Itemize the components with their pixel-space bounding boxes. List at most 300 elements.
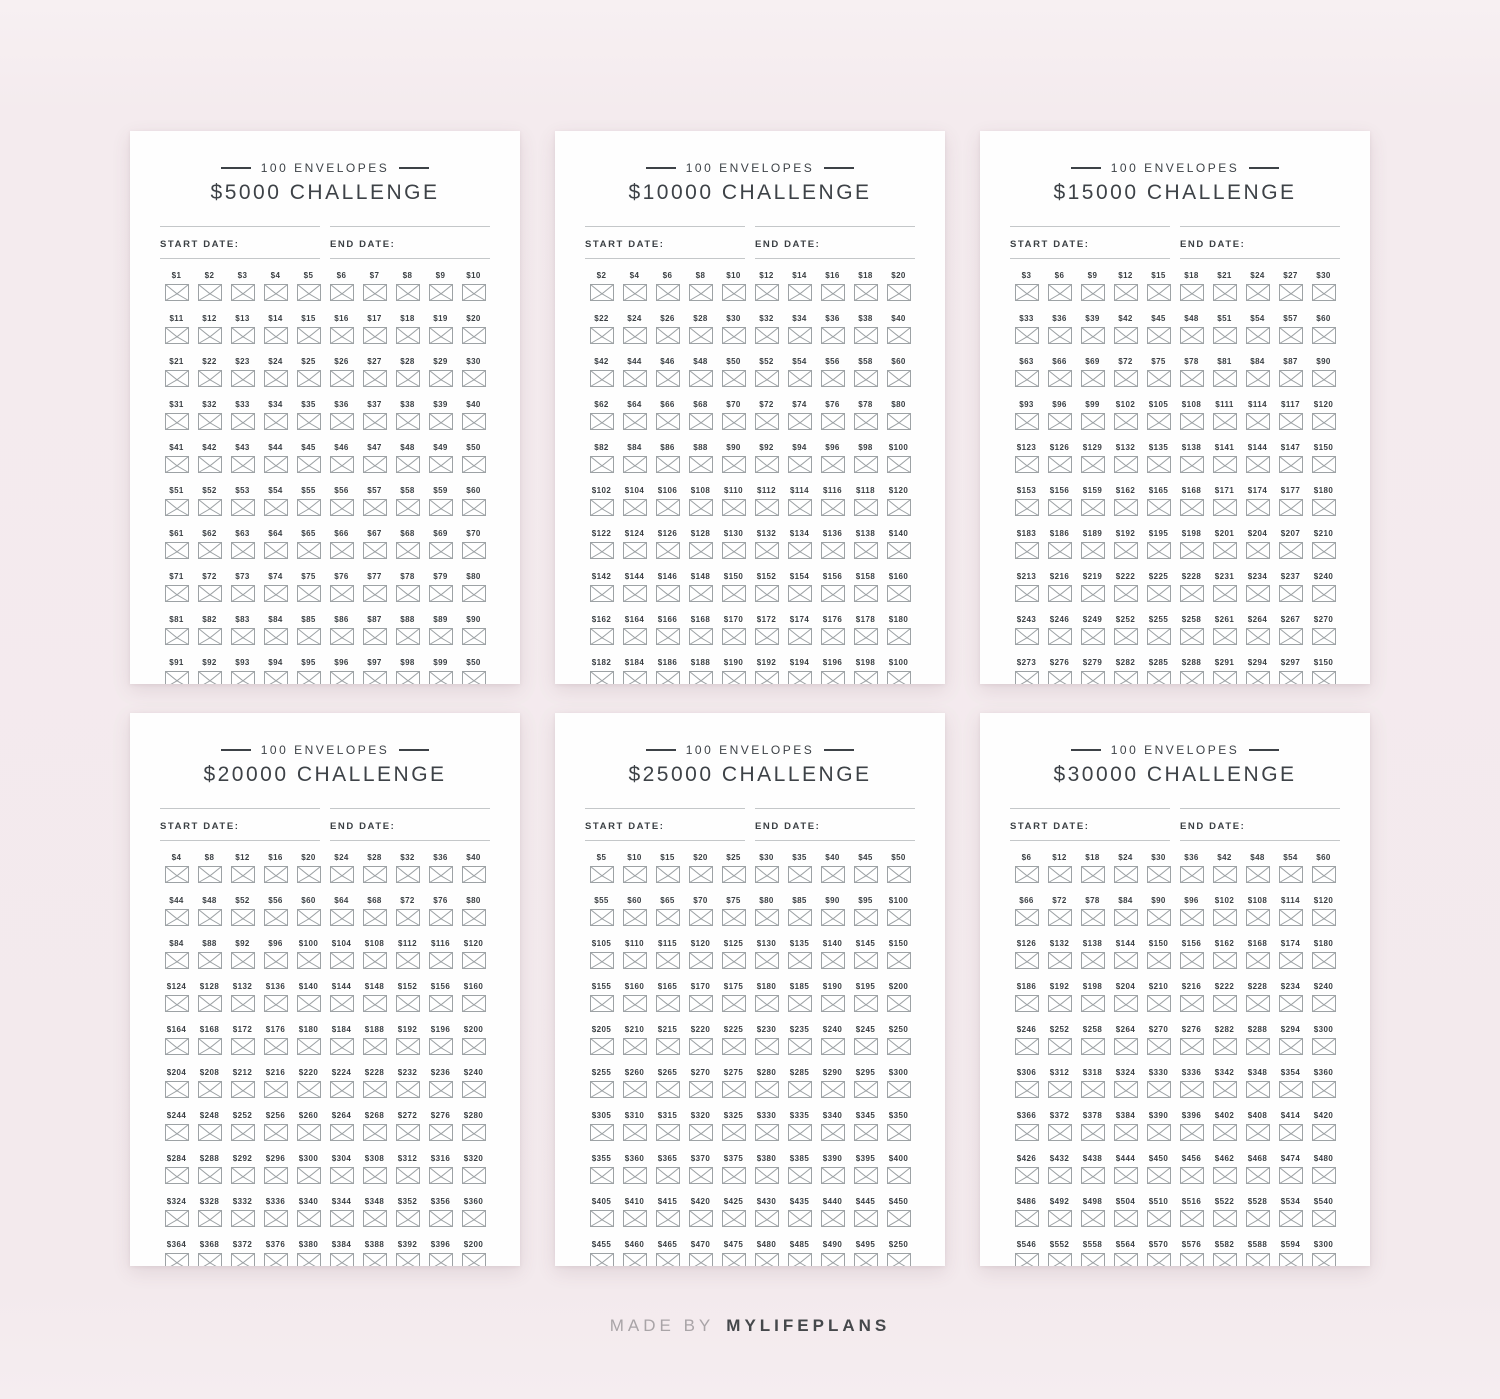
envelope-cell[interactable]	[1010, 896, 1043, 926]
envelope-cell[interactable]	[1076, 271, 1109, 301]
envelope-cell[interactable]	[849, 615, 882, 645]
envelope-cell[interactable]	[1307, 1154, 1340, 1184]
envelope-cell[interactable]	[1175, 896, 1208, 926]
envelope-cell[interactable]	[358, 1111, 391, 1141]
envelope-cell[interactable]	[717, 314, 750, 344]
envelope-cell[interactable]	[1175, 1154, 1208, 1184]
envelope-cell[interactable]	[325, 615, 358, 645]
envelope-cell[interactable]	[816, 271, 849, 301]
envelope-cell[interactable]	[259, 572, 292, 602]
envelope-cell[interactable]	[816, 1154, 849, 1184]
envelope-cell[interactable]	[1043, 271, 1076, 301]
envelope-cell[interactable]	[849, 1068, 882, 1098]
envelope-cell[interactable]	[882, 400, 915, 430]
envelope-cell[interactable]	[816, 982, 849, 1012]
envelope-cell[interactable]	[684, 853, 717, 883]
envelope-cell[interactable]	[684, 443, 717, 473]
envelope-cell[interactable]	[457, 486, 490, 516]
envelope-cell[interactable]	[1076, 615, 1109, 645]
envelope-cell[interactable]	[750, 1025, 783, 1055]
envelope-cell[interactable]	[457, 896, 490, 926]
envelope-cell[interactable]	[882, 853, 915, 883]
envelope-cell[interactable]	[750, 271, 783, 301]
envelope-cell[interactable]	[358, 896, 391, 926]
envelope-cell[interactable]	[651, 486, 684, 516]
envelope-cell[interactable]	[684, 486, 717, 516]
envelope-cell[interactable]	[292, 486, 325, 516]
envelope-cell[interactable]	[651, 443, 684, 473]
envelope-cell[interactable]	[1208, 572, 1241, 602]
envelope-cell[interactable]	[816, 572, 849, 602]
envelope-cell[interactable]	[618, 615, 651, 645]
envelope-cell[interactable]	[391, 357, 424, 387]
envelope-cell[interactable]	[882, 896, 915, 926]
envelope-cell[interactable]	[1274, 572, 1307, 602]
envelope-cell[interactable]	[358, 314, 391, 344]
envelope-cell[interactable]	[750, 853, 783, 883]
envelope-cell[interactable]	[585, 896, 618, 926]
envelope-cell[interactable]	[1175, 615, 1208, 645]
envelope-cell[interactable]	[684, 1197, 717, 1227]
envelope-cell[interactable]	[1043, 1025, 1076, 1055]
envelope-cell[interactable]	[816, 1068, 849, 1098]
envelope-cell[interactable]	[849, 443, 882, 473]
envelope-cell[interactable]	[882, 658, 915, 684]
envelope-cell[interactable]	[292, 939, 325, 969]
envelope-cell[interactable]	[193, 1068, 226, 1098]
envelope-cell[interactable]	[651, 1068, 684, 1098]
envelope-cell[interactable]	[717, 896, 750, 926]
envelope-cell[interactable]	[1307, 939, 1340, 969]
envelope-cell[interactable]	[358, 939, 391, 969]
envelope-cell[interactable]	[160, 853, 193, 883]
envelope-cell[interactable]	[783, 658, 816, 684]
envelope-cell[interactable]	[424, 271, 457, 301]
envelope-cell[interactable]	[1109, 443, 1142, 473]
envelope-cell[interactable]	[1142, 1068, 1175, 1098]
envelope-cell[interactable]	[816, 1240, 849, 1266]
envelope-cell[interactable]	[750, 572, 783, 602]
envelope-cell[interactable]	[193, 271, 226, 301]
envelope-cell[interactable]	[424, 1240, 457, 1266]
envelope-cell[interactable]	[783, 1154, 816, 1184]
envelope-cell[interactable]	[160, 658, 193, 684]
envelope-cell[interactable]	[292, 982, 325, 1012]
envelope-cell[interactable]	[651, 1025, 684, 1055]
envelope-cell[interactable]	[193, 572, 226, 602]
envelope-cell[interactable]	[882, 1154, 915, 1184]
envelope-cell[interactable]	[816, 896, 849, 926]
envelope-cell[interactable]	[391, 939, 424, 969]
envelope-cell[interactable]	[816, 615, 849, 645]
envelope-cell[interactable]	[684, 357, 717, 387]
envelope-cell[interactable]	[1109, 314, 1142, 344]
envelope-cell[interactable]	[618, 658, 651, 684]
envelope-cell[interactable]	[457, 357, 490, 387]
envelope-cell[interactable]	[325, 357, 358, 387]
envelope-cell[interactable]	[292, 1025, 325, 1055]
envelope-cell[interactable]	[717, 1068, 750, 1098]
envelope-cell[interactable]	[259, 1068, 292, 1098]
envelope-cell[interactable]	[1274, 658, 1307, 684]
envelope-cell[interactable]	[750, 615, 783, 645]
envelope-cell[interactable]	[226, 615, 259, 645]
envelope-cell[interactable]	[259, 1154, 292, 1184]
envelope-cell[interactable]	[849, 939, 882, 969]
envelope-cell[interactable]	[1109, 1240, 1142, 1266]
envelope-cell[interactable]	[1307, 1025, 1340, 1055]
envelope-cell[interactable]	[816, 314, 849, 344]
envelope-cell[interactable]	[292, 271, 325, 301]
envelope-cell[interactable]	[849, 529, 882, 559]
envelope-cell[interactable]	[1109, 982, 1142, 1012]
envelope-cell[interactable]	[1043, 896, 1076, 926]
envelope-cell[interactable]	[1208, 271, 1241, 301]
envelope-cell[interactable]	[1175, 1025, 1208, 1055]
envelope-cell[interactable]	[1274, 443, 1307, 473]
envelope-cell[interactable]	[457, 314, 490, 344]
envelope-cell[interactable]	[292, 1240, 325, 1266]
envelope-cell[interactable]	[1307, 314, 1340, 344]
envelope-cell[interactable]	[1109, 1197, 1142, 1227]
envelope-cell[interactable]	[391, 400, 424, 430]
envelope-cell[interactable]	[457, 1197, 490, 1227]
envelope-cell[interactable]	[391, 443, 424, 473]
envelope-cell[interactable]	[1241, 1111, 1274, 1141]
envelope-cell[interactable]	[1142, 939, 1175, 969]
envelope-cell[interactable]	[849, 357, 882, 387]
envelope-cell[interactable]	[358, 853, 391, 883]
envelope-cell[interactable]	[1241, 615, 1274, 645]
envelope-cell[interactable]	[750, 658, 783, 684]
envelope-cell[interactable]	[882, 443, 915, 473]
envelope-cell[interactable]	[1142, 1025, 1175, 1055]
envelope-cell[interactable]	[816, 658, 849, 684]
envelope-cell[interactable]	[292, 896, 325, 926]
envelope-cell[interactable]	[292, 572, 325, 602]
envelope-cell[interactable]	[1010, 615, 1043, 645]
envelope-cell[interactable]	[1109, 658, 1142, 684]
envelope-cell[interactable]	[1175, 1111, 1208, 1141]
envelope-cell[interactable]	[259, 658, 292, 684]
envelope-cell[interactable]	[717, 400, 750, 430]
envelope-cell[interactable]	[1043, 443, 1076, 473]
envelope-cell[interactable]	[391, 486, 424, 516]
envelope-cell[interactable]	[882, 271, 915, 301]
envelope-cell[interactable]	[457, 271, 490, 301]
envelope-cell[interactable]	[783, 529, 816, 559]
envelope-cell[interactable]	[684, 529, 717, 559]
envelope-cell[interactable]	[1076, 982, 1109, 1012]
envelope-cell[interactable]	[193, 1111, 226, 1141]
envelope-cell[interactable]	[717, 1197, 750, 1227]
envelope-cell[interactable]	[585, 853, 618, 883]
envelope-cell[interactable]	[193, 400, 226, 430]
envelope-cell[interactable]	[226, 572, 259, 602]
envelope-cell[interactable]	[160, 1197, 193, 1227]
envelope-cell[interactable]	[1076, 1197, 1109, 1227]
envelope-cell[interactable]	[1043, 529, 1076, 559]
envelope-cell[interactable]	[1274, 1025, 1307, 1055]
envelope-cell[interactable]	[457, 853, 490, 883]
envelope-cell[interactable]	[292, 443, 325, 473]
envelope-cell[interactable]	[585, 572, 618, 602]
envelope-cell[interactable]	[259, 486, 292, 516]
envelope-cell[interactable]	[783, 486, 816, 516]
envelope-cell[interactable]	[585, 982, 618, 1012]
envelope-cell[interactable]	[1274, 1240, 1307, 1266]
envelope-cell[interactable]	[226, 271, 259, 301]
envelope-cell[interactable]	[882, 939, 915, 969]
envelope-cell[interactable]	[193, 314, 226, 344]
envelope-cell[interactable]	[1307, 982, 1340, 1012]
envelope-cell[interactable]	[618, 1111, 651, 1141]
envelope-cell[interactable]	[1076, 357, 1109, 387]
envelope-cell[interactable]	[1241, 572, 1274, 602]
envelope-cell[interactable]	[325, 443, 358, 473]
envelope-cell[interactable]	[259, 1240, 292, 1266]
envelope-cell[interactable]	[292, 400, 325, 430]
envelope-cell[interactable]	[358, 400, 391, 430]
envelope-cell[interactable]	[1043, 314, 1076, 344]
envelope-cell[interactable]	[1109, 529, 1142, 559]
envelope-cell[interactable]	[585, 1068, 618, 1098]
envelope-cell[interactable]	[358, 658, 391, 684]
envelope-cell[interactable]	[849, 572, 882, 602]
envelope-cell[interactable]	[816, 1111, 849, 1141]
envelope-cell[interactable]	[783, 939, 816, 969]
envelope-cell[interactable]	[618, 1197, 651, 1227]
envelope-cell[interactable]	[226, 1068, 259, 1098]
start-date-field[interactable]	[160, 226, 320, 259]
envelope-cell[interactable]	[1076, 1154, 1109, 1184]
envelope-cell[interactable]	[717, 853, 750, 883]
envelope-cell[interactable]	[1208, 357, 1241, 387]
envelope-cell[interactable]	[226, 486, 259, 516]
envelope-cell[interactable]	[1010, 1025, 1043, 1055]
envelope-cell[interactable]	[1307, 658, 1340, 684]
envelope-cell[interactable]	[160, 529, 193, 559]
envelope-cell[interactable]	[160, 1240, 193, 1266]
envelope-cell[interactable]	[193, 982, 226, 1012]
envelope-cell[interactable]	[259, 939, 292, 969]
envelope-cell[interactable]	[358, 486, 391, 516]
envelope-cell[interactable]	[651, 1197, 684, 1227]
envelope-cell[interactable]	[1043, 853, 1076, 883]
envelope-cell[interactable]	[717, 1240, 750, 1266]
envelope-cell[interactable]	[618, 357, 651, 387]
envelope-cell[interactable]	[391, 1068, 424, 1098]
envelope-cell[interactable]	[1043, 1111, 1076, 1141]
envelope-cell[interactable]	[1010, 1111, 1043, 1141]
envelope-cell[interactable]	[1274, 1197, 1307, 1227]
envelope-cell[interactable]	[684, 271, 717, 301]
envelope-cell[interactable]	[1208, 1068, 1241, 1098]
envelope-cell[interactable]	[750, 1154, 783, 1184]
envelope-cell[interactable]	[259, 615, 292, 645]
envelope-cell[interactable]	[1307, 1068, 1340, 1098]
envelope-cell[interactable]	[750, 1240, 783, 1266]
envelope-cell[interactable]	[1241, 896, 1274, 926]
envelope-cell[interactable]	[1109, 853, 1142, 883]
envelope-cell[interactable]	[424, 982, 457, 1012]
envelope-cell[interactable]	[160, 615, 193, 645]
envelope-cell[interactable]	[1274, 314, 1307, 344]
envelope-cell[interactable]	[1175, 486, 1208, 516]
envelope-cell[interactable]	[882, 357, 915, 387]
envelope-cell[interactable]	[1175, 400, 1208, 430]
envelope-cell[interactable]	[585, 615, 618, 645]
envelope-cell[interactable]	[1142, 572, 1175, 602]
envelope-cell[interactable]	[1142, 1197, 1175, 1227]
envelope-cell[interactable]	[226, 1197, 259, 1227]
envelope-cell[interactable]	[750, 314, 783, 344]
envelope-cell[interactable]	[585, 357, 618, 387]
envelope-cell[interactable]	[717, 658, 750, 684]
envelope-cell[interactable]	[684, 658, 717, 684]
end-date-field[interactable]	[1180, 808, 1340, 841]
envelope-cell[interactable]	[849, 314, 882, 344]
envelope-cell[interactable]	[292, 1068, 325, 1098]
envelope-cell[interactable]	[1010, 357, 1043, 387]
envelope-cell[interactable]	[849, 1154, 882, 1184]
envelope-cell[interactable]	[325, 1240, 358, 1266]
envelope-cell[interactable]	[585, 939, 618, 969]
envelope-cell[interactable]	[750, 443, 783, 473]
envelope-cell[interactable]	[391, 1025, 424, 1055]
envelope-cell[interactable]	[1307, 357, 1340, 387]
envelope-cell[interactable]	[424, 486, 457, 516]
envelope-cell[interactable]	[325, 939, 358, 969]
envelope-cell[interactable]	[1241, 1068, 1274, 1098]
end-date-field[interactable]	[755, 808, 915, 841]
envelope-cell[interactable]	[1274, 853, 1307, 883]
envelope-cell[interactable]	[325, 486, 358, 516]
envelope-cell[interactable]	[618, 896, 651, 926]
start-date-field[interactable]	[1010, 808, 1170, 841]
envelope-cell[interactable]	[193, 615, 226, 645]
envelope-cell[interactable]	[750, 982, 783, 1012]
envelope-cell[interactable]	[618, 443, 651, 473]
envelope-cell[interactable]	[816, 853, 849, 883]
envelope-cell[interactable]	[1175, 658, 1208, 684]
envelope-cell[interactable]	[750, 1068, 783, 1098]
envelope-cell[interactable]	[193, 1154, 226, 1184]
envelope-cell[interactable]	[358, 443, 391, 473]
envelope-cell[interactable]	[849, 1197, 882, 1227]
envelope-cell[interactable]	[783, 1240, 816, 1266]
envelope-cell[interactable]	[193, 486, 226, 516]
envelope-cell[interactable]	[391, 572, 424, 602]
envelope-cell[interactable]	[1043, 1197, 1076, 1227]
envelope-cell[interactable]	[1076, 572, 1109, 602]
envelope-cell[interactable]	[882, 572, 915, 602]
envelope-cell[interactable]	[391, 853, 424, 883]
envelope-cell[interactable]	[160, 1111, 193, 1141]
envelope-cell[interactable]	[1010, 1197, 1043, 1227]
envelope-cell[interactable]	[1142, 400, 1175, 430]
envelope-cell[interactable]	[1274, 615, 1307, 645]
envelope-cell[interactable]	[1010, 271, 1043, 301]
envelope-cell[interactable]	[1109, 615, 1142, 645]
envelope-cell[interactable]	[325, 529, 358, 559]
envelope-cell[interactable]	[226, 1154, 259, 1184]
envelope-cell[interactable]	[1307, 529, 1340, 559]
envelope-cell[interactable]	[424, 1154, 457, 1184]
envelope-cell[interactable]	[717, 1025, 750, 1055]
envelope-cell[interactable]	[325, 853, 358, 883]
envelope-cell[interactable]	[783, 982, 816, 1012]
end-date-field[interactable]	[755, 226, 915, 259]
envelope-cell[interactable]	[193, 1197, 226, 1227]
envelope-cell[interactable]	[259, 400, 292, 430]
envelope-cell[interactable]	[358, 1025, 391, 1055]
envelope-cell[interactable]	[1076, 939, 1109, 969]
end-date-field[interactable]	[1180, 226, 1340, 259]
envelope-cell[interactable]	[1241, 1025, 1274, 1055]
envelope-cell[interactable]	[424, 896, 457, 926]
envelope-cell[interactable]	[358, 357, 391, 387]
envelope-cell[interactable]	[783, 443, 816, 473]
envelope-cell[interactable]	[1274, 896, 1307, 926]
envelope-cell[interactable]	[160, 572, 193, 602]
envelope-cell[interactable]	[1175, 853, 1208, 883]
envelope-cell[interactable]	[783, 1025, 816, 1055]
envelope-cell[interactable]	[882, 314, 915, 344]
envelope-cell[interactable]	[750, 357, 783, 387]
envelope-cell[interactable]	[259, 529, 292, 559]
envelope-cell[interactable]	[259, 1111, 292, 1141]
envelope-cell[interactable]	[783, 1197, 816, 1227]
envelope-cell[interactable]	[1208, 658, 1241, 684]
envelope-cell[interactable]	[1241, 529, 1274, 559]
envelope-cell[interactable]	[391, 1154, 424, 1184]
envelope-cell[interactable]	[292, 314, 325, 344]
envelope-cell[interactable]	[424, 1111, 457, 1141]
envelope-cell[interactable]	[750, 939, 783, 969]
envelope-cell[interactable]	[160, 1154, 193, 1184]
end-date-field[interactable]	[330, 226, 490, 259]
envelope-cell[interactable]	[651, 400, 684, 430]
start-date-field[interactable]	[585, 226, 745, 259]
envelope-cell[interactable]	[1142, 982, 1175, 1012]
envelope-cell[interactable]	[1142, 1154, 1175, 1184]
envelope-cell[interactable]	[585, 658, 618, 684]
envelope-cell[interactable]	[816, 1025, 849, 1055]
envelope-cell[interactable]	[1142, 529, 1175, 559]
envelope-cell[interactable]	[391, 1240, 424, 1266]
envelope-cell[interactable]	[717, 572, 750, 602]
envelope-cell[interactable]	[783, 314, 816, 344]
envelope-cell[interactable]	[618, 1025, 651, 1055]
envelope-cell[interactable]	[651, 853, 684, 883]
envelope-cell[interactable]	[1208, 314, 1241, 344]
envelope-cell[interactable]	[651, 572, 684, 602]
envelope-cell[interactable]	[1010, 443, 1043, 473]
envelope-cell[interactable]	[1010, 572, 1043, 602]
envelope-cell[interactable]	[1208, 982, 1241, 1012]
envelope-cell[interactable]	[651, 1111, 684, 1141]
envelope-cell[interactable]	[292, 853, 325, 883]
envelope-cell[interactable]	[160, 314, 193, 344]
envelope-cell[interactable]	[816, 939, 849, 969]
envelope-cell[interactable]	[717, 529, 750, 559]
envelope-cell[interactable]	[1307, 1240, 1340, 1266]
envelope-cell[interactable]	[457, 529, 490, 559]
envelope-cell[interactable]	[160, 357, 193, 387]
envelope-cell[interactable]	[391, 615, 424, 645]
envelope-cell[interactable]	[424, 529, 457, 559]
